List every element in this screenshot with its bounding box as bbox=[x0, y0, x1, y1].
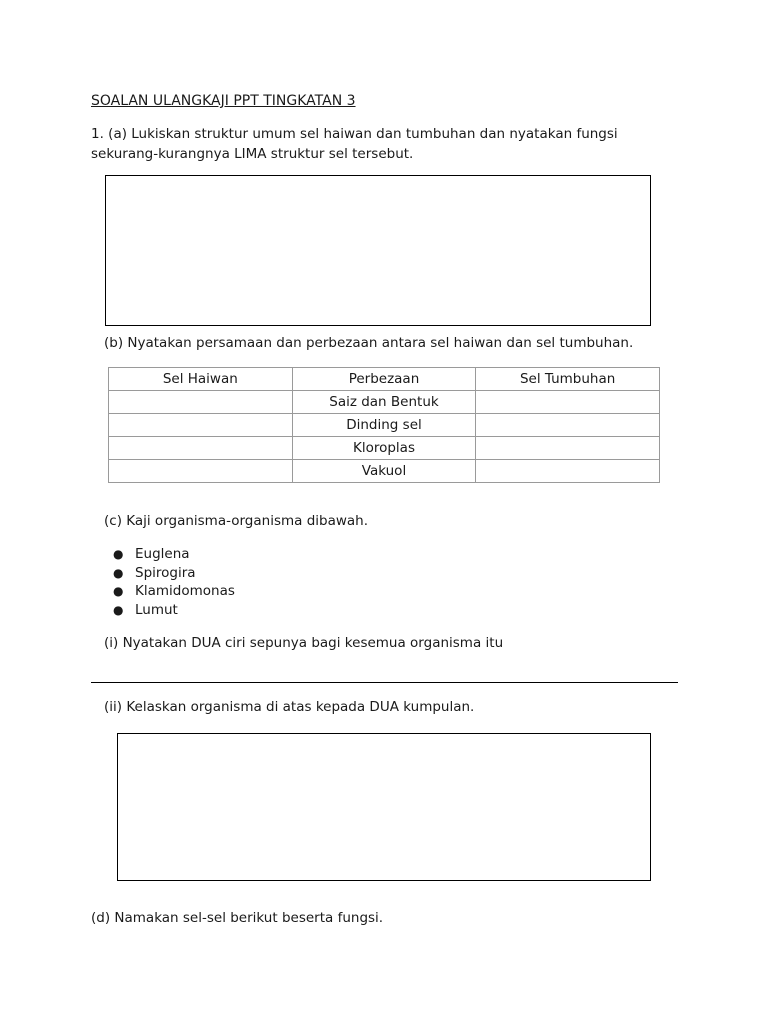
answer-line[interactable] bbox=[91, 682, 678, 683]
organism-name: Klamidomonas bbox=[135, 583, 235, 600]
bullet-icon: ● bbox=[113, 603, 124, 618]
header-sel-haiwan: Sel Haiwan bbox=[109, 368, 293, 391]
organism-list bbox=[108, 545, 235, 620]
question-1c-ii: (ii) Kelaskan organisma di atas kepada DUA kumpulan. bbox=[104, 699, 475, 715]
bullet-icon: ● bbox=[113, 565, 124, 580]
answer-cell-haiwan[interactable] bbox=[109, 414, 293, 437]
table-header-row bbox=[109, 368, 660, 391]
document-title: SOALAN ULANGKAJI PPT TINGKATAN 3 bbox=[91, 93, 356, 109]
question-1c: (c) Kaji organisma-organisma dibawah. bbox=[104, 513, 369, 529]
answer-cell-tumbuhan[interactable] bbox=[476, 414, 660, 437]
header-perbezaan: Perbezaan bbox=[292, 368, 476, 391]
organism-name: Euglena bbox=[135, 546, 190, 562]
answer-box-classification[interactable] bbox=[117, 733, 651, 881]
answer-cell-tumbuhan[interactable] bbox=[476, 391, 660, 414]
answer-cell-haiwan[interactable] bbox=[109, 460, 293, 483]
list-item bbox=[108, 564, 235, 583]
list-item bbox=[108, 545, 235, 564]
question-1a bbox=[91, 124, 618, 164]
row-label: Dinding sel bbox=[292, 414, 476, 437]
row-label: Vakuol bbox=[292, 460, 476, 483]
header-sel-tumbuhan: Sel Tumbuhan bbox=[476, 368, 660, 391]
answer-cell-haiwan[interactable] bbox=[109, 391, 293, 414]
table-row bbox=[109, 391, 660, 414]
answer-box-drawing[interactable] bbox=[105, 175, 651, 326]
row-label: Saiz dan Bentuk bbox=[292, 391, 476, 414]
organism-name: Spirogira bbox=[135, 564, 196, 581]
list-item bbox=[108, 601, 235, 620]
bullet-icon: ● bbox=[113, 584, 124, 599]
row-label: Kloroplas bbox=[292, 437, 476, 460]
answer-cell-tumbuhan[interactable] bbox=[476, 460, 660, 483]
comparison-table bbox=[108, 367, 660, 483]
answer-cell-tumbuhan[interactable] bbox=[476, 437, 660, 460]
table-row bbox=[109, 414, 660, 437]
table-row bbox=[109, 437, 660, 460]
answer-cell-haiwan[interactable] bbox=[109, 437, 293, 460]
question-1a-line-2: sekurang-kurangnya LIMA struktur sel tersebut. bbox=[91, 146, 414, 162]
organism-name: Lumut bbox=[135, 602, 178, 619]
list-item bbox=[108, 582, 235, 601]
question-1b: (b) Nyatakan persamaan dan perbezaan antara sel haiwan dan sel tumbuhan. bbox=[104, 335, 634, 351]
table-row bbox=[109, 460, 660, 483]
question-1a-line-1: 1. (a) Lukiskan struktur umum sel haiwan dan tumbuhan dan nyatakan fungsi bbox=[91, 126, 618, 142]
question-1c-i: (i) Nyatakan DUA ciri sepunya bagi kesemua organisma itu bbox=[104, 635, 504, 651]
bullet-icon: ● bbox=[113, 547, 124, 561]
question-1d: (d) Namakan sel-sel berikut beserta fungsi. bbox=[91, 910, 384, 926]
